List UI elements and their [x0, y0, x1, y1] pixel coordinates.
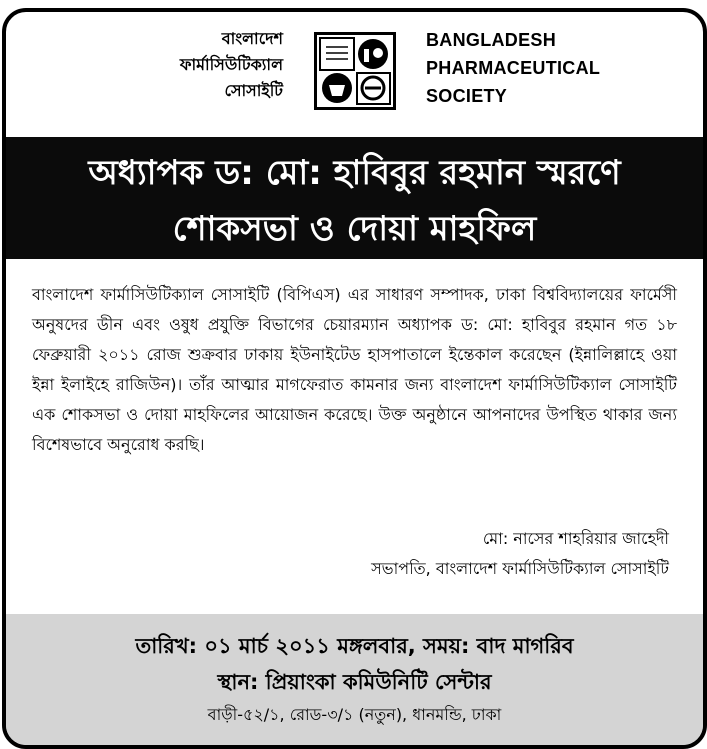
event-date-time: তারিখ: ০১ মার্চ ২০১১ মঙ্গলবার, সময়: বাদ মাগরিব: [135, 634, 574, 658]
event-address: বাড়ী-৫২/১, রোড-৩/১ (নতুন), ধানমন্ডি, ঢাকা: [207, 705, 502, 724]
society-name-bangla-line: ফার্মাসিউটিক্যাল: [179, 55, 283, 74]
society-header: [6, 12, 703, 132]
signature-block: [371, 524, 669, 584]
signatory-title: সভাপতি, বাংলাদেশ ফার্মাসিউটিক্যাল সোসাইটি: [371, 559, 669, 578]
notice-frame: [2, 8, 707, 749]
event-venue: স্থান: প্রিয়াংকা কমিউনিটি সেন্টার: [217, 670, 492, 694]
society-name-bangla: [180, 26, 283, 104]
notice-body: বাংলাদেশ ফার্মাসিউটিক্যাল সোসাইটি (বিপিএস) এর সাধারণ সম্পাদক, ঢাকা বিশ্ববিদ্যালয়ের ফার্মেসী অনুষদের ডীন এবং ওষুধ প্রযুক্তি বিভাগের চেয়ারম্যান অধ্যাপক ড: মো: হাবিবুর রহমান গত ১৮ ফেব্রুয়ারী ২০১১ রোজ শুক্রবার ঢাকায় ইউনাইটেড হাসপাতালে ইন্তেকাল করেছেন (ইন্নালিল্লাহে ওয়া ইন্না ইলাইহে রাজিউন)। তাঁর আত্মার মাগফেরাত কামনার জন্য বাংলাদেশ ফার্মাসিউটিক্যাল সোসাইটি এক শোকসভা ও দোয়া মাহফিলের আয়োজন করেছে। উক্ত অনুষ্ঠানে আপনাদের উপস্থিত থাকার জন্য বিশেষভাবে অনুরোধ করছি।: [32, 285, 677, 454]
society-name-english: [426, 26, 600, 110]
society-logo-icon: [317, 35, 393, 107]
society-name-bangla-line: সোসাইটি: [224, 81, 283, 100]
title-line-2: শোকসভা ও দোয়া মাহফিল: [172, 209, 537, 249]
society-logo: [314, 32, 396, 110]
title-line-1: অধ্যাপক ড: মো: হাবিবুর রহমান স্মরণে: [88, 153, 621, 193]
title-band: [6, 137, 703, 259]
society-name-bangla-line: বাংলাদেশ: [221, 29, 283, 48]
society-name-english-line: SOCIETY: [426, 86, 508, 106]
society-name-english-line: BANGLADESH: [426, 30, 557, 50]
event-details-band: [6, 614, 703, 749]
society-name-english-line: PHARMACEUTICAL: [426, 58, 601, 78]
signatory-name: মো: নাসের শাহরিয়ার জাহেদী: [482, 529, 669, 548]
